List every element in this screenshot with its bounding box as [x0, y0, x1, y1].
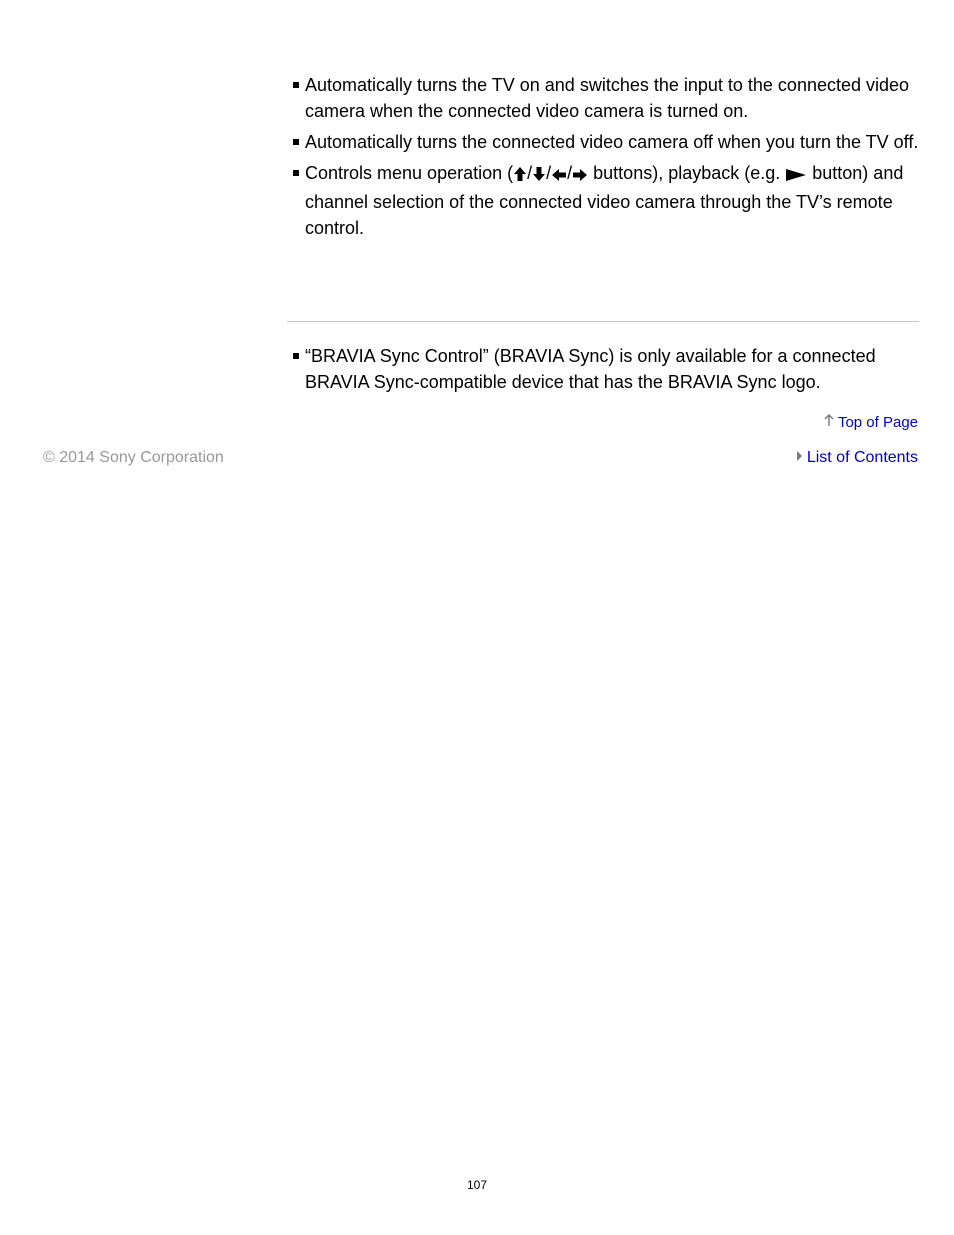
list-item-text: Automatically turns the connected video camera off when you turn the TV off. — [305, 132, 919, 152]
top-of-page-link-row — [823, 413, 918, 433]
separator: / — [567, 163, 573, 183]
list-item — [288, 160, 920, 241]
separator: / — [546, 163, 552, 183]
arrow-right-icon — [572, 163, 588, 189]
right-triangle-icon — [796, 447, 803, 469]
list-item — [288, 343, 920, 395]
separator: / — [527, 163, 533, 183]
copyright-text: © 2014 Sony Corporation — [43, 449, 224, 466]
list-item — [288, 129, 920, 155]
list-item-text: “BRAVIA Sync Control” (BRAVIA Sync) is only available for a connected BRAVIA Sync-compatible device that has the BRAVIA Sync logo. — [305, 346, 876, 392]
section-divider — [287, 321, 919, 322]
bullet-icon — [293, 139, 299, 145]
list-of-contents-link-row — [796, 447, 918, 469]
bullet-icon — [293, 82, 299, 88]
arrow-up-icon — [513, 163, 527, 189]
page-number: 107 — [466, 1178, 488, 1192]
list-item-text-part: Controls menu operation ( — [305, 163, 514, 183]
arrow-down-icon — [532, 163, 546, 189]
list-item-text-part: buttons), playback (e.g. — [588, 163, 786, 183]
top-of-page-link[interactable]: Top of Page — [837, 414, 918, 431]
list-item-text: Automatically turns the TV on and switches the input to the connected video camera when the connected video camera is turned on. — [305, 75, 910, 121]
notes-list — [288, 343, 920, 395]
play-icon — [785, 163, 807, 189]
list-item-text-part: button) and channel selection of the connected video camera through the TV’s remote control. — [305, 163, 904, 238]
list-item — [288, 72, 920, 124]
bullet-icon — [293, 353, 299, 359]
list-of-contents-link[interactable]: List of Contents — [806, 449, 918, 466]
notes-section — [288, 343, 920, 400]
feature-section — [288, 72, 920, 246]
bullet-icon — [293, 170, 299, 176]
arrow-left-icon — [551, 163, 567, 189]
up-arrow-icon — [823, 413, 835, 433]
feature-list — [288, 72, 920, 241]
